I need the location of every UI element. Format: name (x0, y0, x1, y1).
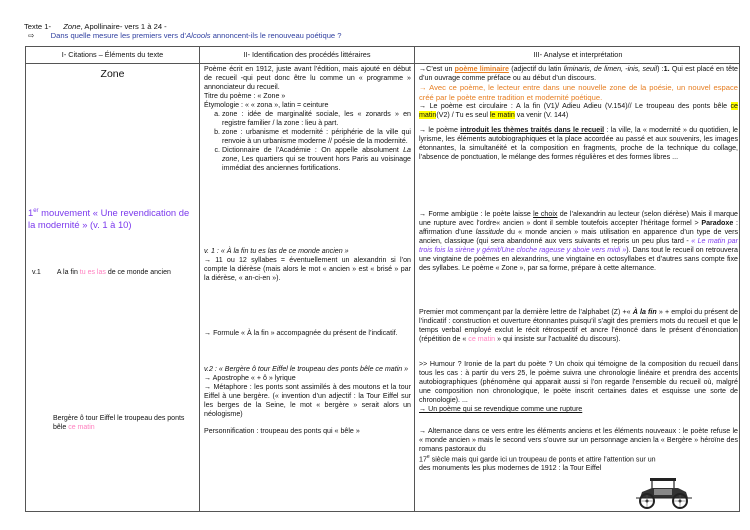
analyse-bergere: 17e siècle mais qui garde ici un troupeau de ponts et attire l’attention sur un des monuments les plus modernes de 1912 : la Tour Eiffel (419, 454, 656, 473)
analysis-table (25, 46, 740, 512)
analyse-alternance: → Alternance dans ce vers entre les éléments anciens et les éléments nouveaux : le poète refuse le « monde ancien » mais le second vers s’ouvre sur un personnage ancien la « Bergère » héroïne des romans pastoraux du (419, 427, 738, 453)
procedes-verse-2: v.2 : « Bergère ô tour Eiffel le troupeau des ponts bêle ce matin » → Apostrophe « + ô » lyrique → Métaphore : les ponts sont assimilés à des moutons et la tour Eiffel à une bergère. (« invention d’un adjectif : la Tour Eiffel sur les berges de la Seine, le mot « bergère » serait alors un néologisme) Personnification : troupeau des ponts qui « bêle » (204, 365, 411, 435)
analyse-block-1: →C’est un poème liminaire (adjectif du latin liminaris, de limen, -inis, seuil) :1. Qui est placé en tête d’un ouvrage comme préface ou au début d’un discours. → Avec ce poème, le lecteur entre dans une nouvelle zone de la poésie, un nouvel espace créé par le poète entre tradition et modernité poétique. → Le poème est circulaire : A la fin (V1)/ Adieu Adieu (V.154)// Le troupeau des ponts bêle ce matin(V2) / Tu es seul le matin va venir (V. 144) → le poème introduit les thèmes traités dans le recueil : la ville, la « modernité » du quotidien, le lyrisme, les éléments autobiographiques et la place accordée au passé et aux souvenirs, les images étonnantes, la simultanéité et la composition en fragments, proche de la technique du collage, l’absence de ponctuation, le mélange des formes régulières et des formes libres ... (419, 65, 739, 162)
procedes-block-1: Poème écrit en 1912, juste avant l’édition, mais ajouté en début de recueil -qui peut donc être lu comme un « programme » annonciateur du recueil. Titre du poème : « Zone » Étymologie : « « zona », latin = ceinture a. zone : idée de marginalité sociale, les « zonards » en registre familier / la zone : lieu à part. b. zone : urbanisme et modernité : périphérie de la ville qui renvoie à un urbanisme moderne // poésie de la modernité. c. Dictionnaire de l’Académie : On appelle absolument La zone, Les quartiers qui se trouvent hors Paris au voisinage immédiat des anciennes fortifications. (200, 65, 414, 173)
analyse-humour: >> Humour ? Ironie de la part du poète ? Un choix qui témoigne de la composition du recueil dans tous les cas : à partir du vers 25, le poème suivra une chronologie linéaire et prendra des accents autobiographiques (phénomène qui apparait aussi si l’on regarde l’ensemble du recueil où, malgré une composition non chronologique, le poète inscrit certaines dates et esquisse une sorte de chronologie). ... → Un poème qui se revendique comme une rupture (419, 360, 738, 413)
movement-title: 1er mouvement « Une revendication de la modernité » (v. 1 à 10) (28, 207, 190, 230)
column-header-analyse: III- Analyse et interprétation (533, 50, 623, 59)
header-line-2 (24, 31, 341, 40)
arrow-icon: ⇨ (28, 31, 35, 41)
document-header (24, 22, 341, 41)
analyse-premier-mot: Premier mot commençant par la dernière lettre de l’alphabet (Z) +« À la fin » + emploi du présent de l’indicatif : construction et ouverture étonnantes puisqu’il s’agit des premiers mots du recueil et que le temps verbal employé exclut le récit rétrospectif et ancre l’énoncé dans le présent d’énonciation (répétition de « ce matin » qui insiste sur l’actualité du discours). (419, 308, 738, 343)
verse-1: v.1 A la fin tu es las de ce monde ancien (32, 269, 171, 276)
vintage-car-icon (634, 474, 694, 510)
header-line-1: Texte 1- Zone, Apollinaire- vers 1 à 24 - (24, 22, 167, 31)
verse-2: Bergère ô tour Eiffel le troupeau des ponts bêle ce matin (53, 415, 185, 431)
analyse-forme: → Forme ambigüe : le poète laisse le choix de l’alexandrin au lecteur (selon diérèse) Mais il marque une rupture avec l’ordre« ancien » dont il semble toutefois accepter l’héritage formel > Paradoxe : affirmation d’une lassitude du « monde ancien » mais utilisation en apparence d’un type de vers ancien, classique (qui sera abandonné aux vers suivants et repris un peu plus tard - « Le matin par trois fois la sirène y gémit/Une cloche rageuse y aboie vers midi »). Dans tout le recueil on retrouvera une vingtaine de poèmes en alexandrins, une vingtaine en octosyllabes et d’autres sans compte fixe des syllabes. Le poème « Zone », par sa forme, prépare à cette alternance. (419, 210, 738, 272)
column-header-procedes: II- Identification des procédés littéraires (243, 50, 371, 59)
column-header-citations: I- Citations – Éléments du texte (61, 50, 164, 59)
procedes-formule: → Formule « À la fin » accompagnée du présent de l’indicatif. (204, 329, 398, 337)
procedes-verse-1: v. 1 : « À la fin tu es las de ce monde ancien » → 11 ou 12 syllabes = éventuellement un alexandrin si l’on compte la diérèse (mais alors le mot « ancien » est « brisé » par la diérèse, « an-ci-en »). (204, 247, 411, 282)
zone-title: Zone (100, 68, 125, 80)
problematique: Dans quelle mesure les premiers vers d’Alcools annoncent-ils le renouveau poétique ? (50, 31, 342, 41)
